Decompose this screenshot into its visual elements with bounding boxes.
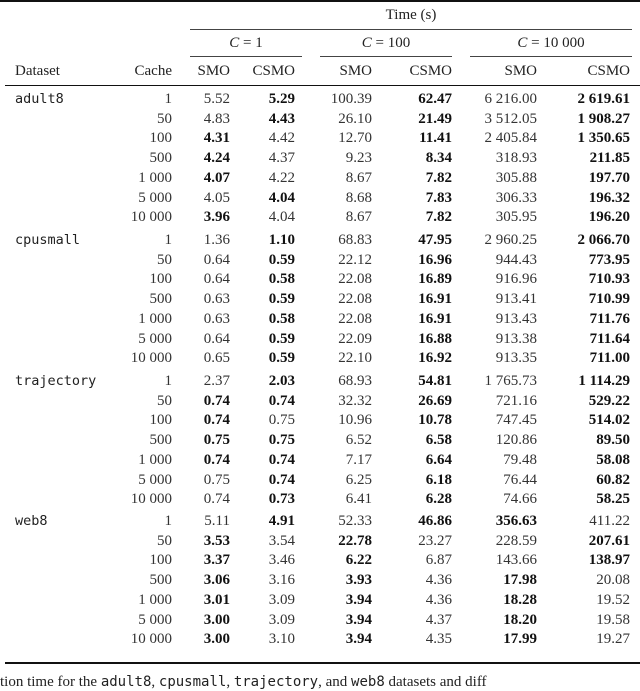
time-cell: 22.08 <box>338 291 372 307</box>
time-cell: 916.96 <box>495 271 537 287</box>
time-cell: 3.16 <box>268 572 295 588</box>
cache-cell: 1 <box>164 373 172 389</box>
time-cell: 710.99 <box>588 291 630 307</box>
time-cell: 68.93 <box>338 373 372 389</box>
time-cell: 913.38 <box>495 331 537 347</box>
time-cell: 6.58 <box>425 432 452 448</box>
time-cell: 17.98 <box>503 572 537 588</box>
group-header-c1: C = 1 <box>229 35 263 51</box>
time-cell: 22.08 <box>338 311 372 327</box>
cache-cell: 1 <box>164 513 172 529</box>
time-cell: 3.94 <box>345 631 372 647</box>
cache-cell: 500 <box>149 432 172 448</box>
time-cell: 8.68 <box>345 190 372 206</box>
time-cell: 6.25 <box>345 472 372 488</box>
time-cell: 22.09 <box>338 331 372 347</box>
time-cell: 0.73 <box>268 491 295 507</box>
col-header-cache: Cache <box>134 63 172 79</box>
time-cell: 0.64 <box>203 331 230 347</box>
time-cell: 0.74 <box>268 472 295 488</box>
time-cell: 207.61 <box>588 533 630 549</box>
time-cell: 6.28 <box>425 491 452 507</box>
time-cell: 58.25 <box>596 491 630 507</box>
time-cell: 16.88 <box>418 331 452 347</box>
time-cell: 19.52 <box>596 592 630 608</box>
top-rule <box>0 0 640 2</box>
time-cell: 6.41 <box>345 491 372 507</box>
time-cell: 514.02 <box>588 412 630 428</box>
time-cell: 356.63 <box>495 513 537 529</box>
cache-cell: 500 <box>149 572 172 588</box>
time-cell: 228.59 <box>495 533 537 549</box>
time-cell: 4.05 <box>203 190 230 206</box>
time-cell: 18.20 <box>503 612 537 628</box>
col-header-smo-c1: SMO <box>197 63 230 79</box>
time-cell: 1 350.65 <box>577 130 630 146</box>
group-header-c10000: C = 10 000 <box>517 35 585 51</box>
cache-cell: 50 <box>157 393 172 409</box>
dataset-name-trajectory: trajectory <box>15 373 97 389</box>
time-cell: 4.36 <box>425 572 452 588</box>
time-cell: 22.12 <box>338 252 372 268</box>
time-cell: 3.09 <box>268 592 295 608</box>
col-header-csmo-c10000: CSMO <box>587 63 630 79</box>
time-cell: 5.52 <box>203 91 230 107</box>
time-cell: 6.87 <box>425 552 452 568</box>
time-cell: 6.52 <box>345 432 372 448</box>
cache-cell: 5 000 <box>138 612 172 628</box>
time-cell: 76.44 <box>503 472 537 488</box>
time-cell: 2.03 <box>268 373 295 389</box>
time-cell: 411.22 <box>589 513 630 529</box>
time-cell: 16.92 <box>418 350 452 366</box>
cache-cell: 10 000 <box>130 631 172 647</box>
time-cell: 10.78 <box>418 412 452 428</box>
time-cell: 4.35 <box>425 631 452 647</box>
col-header-smo-c100: SMO <box>339 63 372 79</box>
time-cell: 22.78 <box>338 533 372 549</box>
time-cell: 3.96 <box>203 209 230 225</box>
time-cell: 143.66 <box>495 552 537 568</box>
time-cell: 0.75 <box>268 432 295 448</box>
time-cell: 26.69 <box>418 393 452 409</box>
time-cell: 0.74 <box>268 452 295 468</box>
time-cell: 306.33 <box>495 190 537 206</box>
time-cmidrule <box>190 29 632 30</box>
dataset-name-cpusmall: cpusmall <box>15 232 81 248</box>
cache-cell: 50 <box>157 533 172 549</box>
cache-cell: 5 000 <box>138 472 172 488</box>
time-cell: 0.74 <box>203 491 230 507</box>
time-cell: 23.27 <box>418 533 452 549</box>
time-cell: 6.22 <box>345 552 372 568</box>
time-cell: 54.81 <box>418 373 452 389</box>
time-cell: 4.37 <box>268 150 295 166</box>
time-cell: 710.93 <box>588 271 630 287</box>
time-cell: 0.74 <box>203 452 230 468</box>
time-cell: 0.58 <box>268 271 295 287</box>
time-cell: 19.27 <box>596 631 630 647</box>
cache-cell: 10 000 <box>130 350 172 366</box>
mid-rule <box>5 85 640 86</box>
time-cell: 711.64 <box>589 331 630 347</box>
time-cell: 89.50 <box>596 432 630 448</box>
time-cell: 0.75 <box>268 412 295 428</box>
cache-cell: 5 000 <box>138 190 172 206</box>
time-cell: 2.37 <box>203 373 230 389</box>
time-cell: 47.95 <box>418 232 452 248</box>
cache-cell: 10 000 <box>130 491 172 507</box>
time-cell: 6.64 <box>425 452 452 468</box>
c10000-cmidrule <box>470 56 632 57</box>
time-cell: 944.43 <box>495 252 537 268</box>
time-cell: 4.31 <box>203 130 230 146</box>
time-cell: 8.34 <box>425 150 452 166</box>
group-header-c100: C = 100 <box>361 35 411 51</box>
cache-cell: 1 000 <box>138 592 172 608</box>
time-cell: 16.91 <box>418 311 452 327</box>
time-cell: 10.96 <box>338 412 372 428</box>
time-cell: 58.08 <box>596 452 630 468</box>
cache-cell: 50 <box>157 111 172 127</box>
col-header-dataset: Dataset <box>15 63 60 79</box>
time-cell: 7.17 <box>345 452 372 468</box>
time-cell: 0.63 <box>203 291 230 307</box>
time-cell: 4.04 <box>268 209 295 225</box>
time-cell: 0.59 <box>268 291 295 307</box>
time-cell: 913.43 <box>495 311 537 327</box>
time-cell: 20.08 <box>596 572 630 588</box>
time-cell: 5.29 <box>268 91 295 107</box>
time-cell: 4.07 <box>203 170 230 186</box>
table-caption: tion time for the adult8, cpusmall, trajectory, and web8 datasets and diff <box>0 674 487 690</box>
time-cell: 1 114.29 <box>578 373 630 389</box>
time-cell: 32.32 <box>338 393 372 409</box>
time-cell: 0.58 <box>268 311 295 327</box>
cache-cell: 500 <box>149 150 172 166</box>
cache-cell: 100 <box>149 412 172 428</box>
time-cell: 3.53 <box>203 533 230 549</box>
time-cell: 79.48 <box>503 452 537 468</box>
time-cell: 196.32 <box>588 190 630 206</box>
time-cell: 721.16 <box>495 393 537 409</box>
time-cell: 4.42 <box>268 130 295 146</box>
time-cell: 100.39 <box>330 91 372 107</box>
time-cell: 3.93 <box>345 572 372 588</box>
time-cell: 16.89 <box>418 271 452 287</box>
cache-cell: 1 <box>164 232 172 248</box>
time-cell: 0.74 <box>268 393 295 409</box>
c100-cmidrule <box>320 56 452 57</box>
time-cell: 4.43 <box>268 111 295 127</box>
cache-cell: 50 <box>157 252 172 268</box>
time-cell: 26.10 <box>338 111 372 127</box>
time-cell: 138.97 <box>588 552 630 568</box>
c1-cmidrule <box>190 56 302 57</box>
time-cell: 2 405.84 <box>484 130 537 146</box>
time-cell: 3.94 <box>345 612 372 628</box>
cache-cell: 10 000 <box>130 209 172 225</box>
time-cell: 17.99 <box>503 631 537 647</box>
col-header-smo-c10000: SMO <box>504 63 537 79</box>
time-cell: 4.37 <box>425 612 452 628</box>
time-cell: 7.83 <box>425 190 452 206</box>
time-cell: 711.00 <box>589 350 630 366</box>
time-cell: 747.45 <box>495 412 537 428</box>
time-cell: 21.49 <box>418 111 452 127</box>
time-cell: 19.58 <box>596 612 630 628</box>
time-cell: 211.85 <box>589 150 630 166</box>
time-cell: 3.10 <box>268 631 295 647</box>
time-cell: 4.91 <box>268 513 295 529</box>
time-cell: 8.67 <box>345 170 372 186</box>
cache-cell: 5 000 <box>138 331 172 347</box>
time-cell: 3.94 <box>345 592 372 608</box>
dataset-name-adult8: adult8 <box>15 91 64 107</box>
cache-cell: 100 <box>149 271 172 287</box>
time-cell: 0.59 <box>268 350 295 366</box>
bottom-rule <box>5 662 640 664</box>
time-cell: 12.70 <box>338 130 372 146</box>
time-cell: 16.91 <box>418 291 452 307</box>
time-cell: 1.36 <box>203 232 230 248</box>
time-cell: 60.82 <box>596 472 630 488</box>
time-cell: 529.22 <box>588 393 630 409</box>
time-cell: 74.66 <box>503 491 537 507</box>
col-header-csmo-c100: CSMO <box>409 63 452 79</box>
time-cell: 3.37 <box>203 552 230 568</box>
time-cell: 4.24 <box>203 150 230 166</box>
time-cell: 4.83 <box>203 111 230 127</box>
time-cell: 18.28 <box>503 592 537 608</box>
cache-cell: 1 000 <box>138 311 172 327</box>
time-cell: 3.09 <box>268 612 295 628</box>
time-cell: 913.41 <box>495 291 537 307</box>
time-cell: 3.00 <box>203 631 230 647</box>
time-cell: 305.95 <box>495 209 537 225</box>
time-cell: 7.82 <box>425 170 452 186</box>
cache-cell: 100 <box>149 130 172 146</box>
time-cell: 3.01 <box>203 592 230 608</box>
time-cell: 4.22 <box>268 170 295 186</box>
time-cell: 0.64 <box>203 252 230 268</box>
col-header-csmo-c1: CSMO <box>252 63 295 79</box>
time-cell: 9.23 <box>345 150 372 166</box>
time-cell: 68.83 <box>338 232 372 248</box>
time-cell: 1 765.73 <box>484 373 537 389</box>
time-super-header: Time (s) <box>385 7 437 23</box>
time-cell: 0.74 <box>203 412 230 428</box>
time-cell: 2 619.61 <box>577 91 630 107</box>
time-cell: 773.95 <box>588 252 630 268</box>
time-cell: 0.63 <box>203 311 230 327</box>
cache-cell: 1 <box>164 91 172 107</box>
time-cell: 22.10 <box>338 350 372 366</box>
time-cell: 3.54 <box>268 533 295 549</box>
cache-cell: 100 <box>149 552 172 568</box>
cache-cell: 1 000 <box>138 452 172 468</box>
time-cell: 1.10 <box>268 232 295 248</box>
cache-cell: 500 <box>149 291 172 307</box>
time-cell: 0.74 <box>203 393 230 409</box>
time-cell: 3.00 <box>203 612 230 628</box>
time-cell: 196.20 <box>588 209 630 225</box>
time-cell: 6.18 <box>425 472 452 488</box>
time-cell: 3.06 <box>203 572 230 588</box>
time-cell: 22.08 <box>338 271 372 287</box>
time-cell: 305.88 <box>495 170 537 186</box>
time-cell: 2 066.70 <box>577 232 630 248</box>
time-cell: 8.67 <box>345 209 372 225</box>
time-cell: 11.41 <box>419 130 452 146</box>
time-cell: 0.59 <box>268 331 295 347</box>
time-cell: 318.93 <box>495 150 537 166</box>
time-cell: 120.86 <box>495 432 537 448</box>
time-cell: 0.75 <box>203 432 230 448</box>
time-cell: 5.11 <box>204 513 230 529</box>
time-cell: 3.46 <box>268 552 295 568</box>
time-cell: 0.75 <box>203 472 230 488</box>
time-cell: 2 960.25 <box>484 232 537 248</box>
time-cell: 62.47 <box>418 91 452 107</box>
time-cell: 0.64 <box>203 271 230 287</box>
time-cell: 3 512.05 <box>484 111 537 127</box>
dataset-name-web8: web8 <box>15 513 48 529</box>
time-cell: 46.86 <box>418 513 452 529</box>
time-cell: 7.82 <box>425 209 452 225</box>
time-cell: 0.65 <box>203 350 230 366</box>
time-cell: 6 216.00 <box>484 91 537 107</box>
time-cell: 1 908.27 <box>577 111 630 127</box>
time-cell: 4.36 <box>425 592 452 608</box>
time-cell: 913.35 <box>495 350 537 366</box>
time-cell: 16.96 <box>418 252 452 268</box>
time-cell: 711.76 <box>589 311 630 327</box>
time-cell: 197.70 <box>588 170 630 186</box>
time-cell: 52.33 <box>338 513 372 529</box>
cache-cell: 1 000 <box>138 170 172 186</box>
time-cell: 4.04 <box>268 190 295 206</box>
time-cell: 0.59 <box>268 252 295 268</box>
